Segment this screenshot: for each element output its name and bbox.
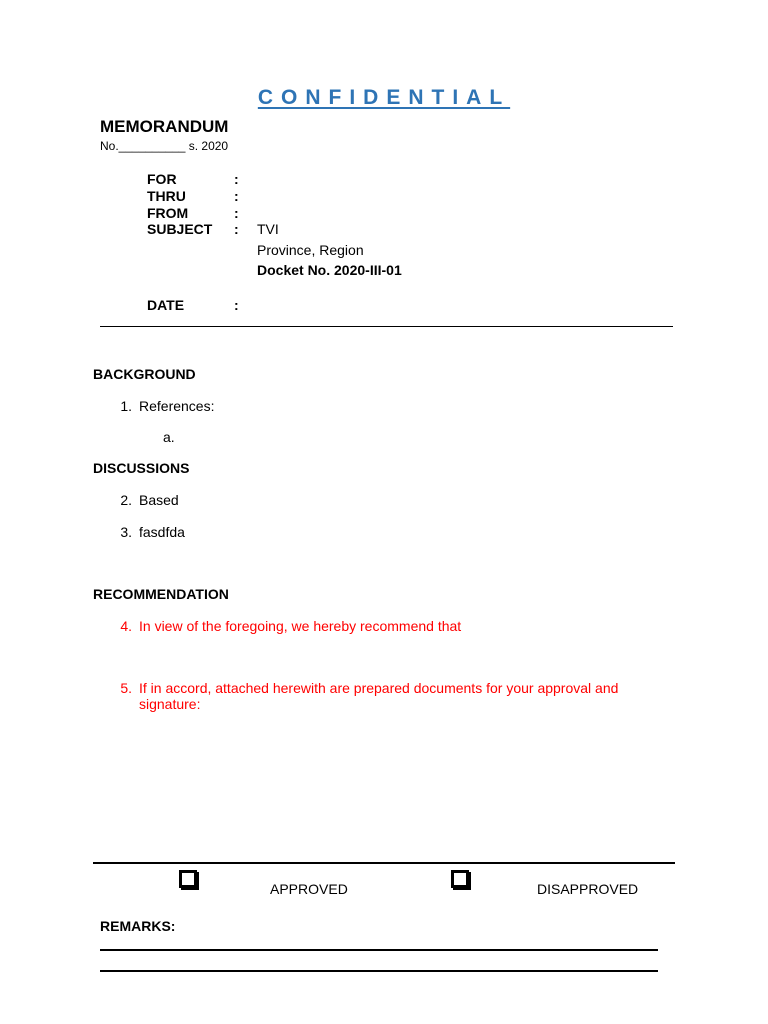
- subject-docket: Docket No. 2020-III-01: [257, 262, 402, 278]
- item-text-2: Based: [139, 492, 179, 508]
- item-number-3: 3.: [120, 524, 132, 540]
- section-heading-discussions: DISCUSSIONS: [93, 460, 190, 476]
- field-label-subject: SUBJECT: [147, 221, 213, 237]
- field-colon-for: :: [234, 171, 239, 187]
- remarks-line-2: [100, 970, 658, 972]
- section-heading-background: BACKGROUND: [93, 366, 196, 382]
- field-label-date: DATE: [147, 297, 185, 313]
- remarks-line-1: [100, 949, 658, 951]
- approved-checkbox[interactable]: [179, 870, 197, 888]
- disapproved-checkbox[interactable]: [451, 870, 469, 888]
- field-colon-thru: :: [234, 188, 239, 204]
- subject-line-1: TVI: [257, 221, 279, 237]
- sub-item-a: a.: [163, 429, 175, 445]
- memo-number: No.__________ s. 2020: [100, 139, 229, 153]
- approval-divider: [93, 862, 675, 864]
- document-title-text: CONFIDENTIAL: [257, 86, 511, 109]
- approved-label: APPROVED: [270, 881, 348, 897]
- memo-heading: MEMORANDUM: [100, 117, 229, 136]
- subject-line-2: Province, Region: [257, 242, 364, 258]
- document-title: [0, 86, 768, 110]
- item-text-5: If in accord, attached herewith are prepared documents for your approval and signature:: [139, 680, 619, 712]
- item-text-4: In view of the foregoing, we hereby recommend that: [139, 618, 462, 634]
- field-label-for: FOR: [147, 171, 177, 187]
- disapproved-label: DISAPPROVED: [537, 881, 639, 897]
- item-number-4: 4.: [120, 618, 132, 634]
- field-label-from: FROM: [147, 205, 189, 221]
- item-number-5: 5.: [120, 680, 132, 696]
- item-number-1: 1.: [120, 398, 132, 414]
- field-label-thru: THRU: [147, 188, 186, 204]
- field-colon-from: :: [234, 205, 239, 221]
- item-text-1: References:: [139, 398, 215, 414]
- field-colon-date: :: [234, 297, 239, 313]
- remarks-label: REMARKS:: [100, 918, 176, 934]
- item-number-2: 2.: [120, 492, 132, 508]
- header-divider: [100, 326, 673, 327]
- field-colon-subject: :: [234, 221, 239, 237]
- section-heading-recommendation: RECOMMENDATION: [93, 586, 229, 602]
- item-text-3: fasdfda: [139, 524, 185, 540]
